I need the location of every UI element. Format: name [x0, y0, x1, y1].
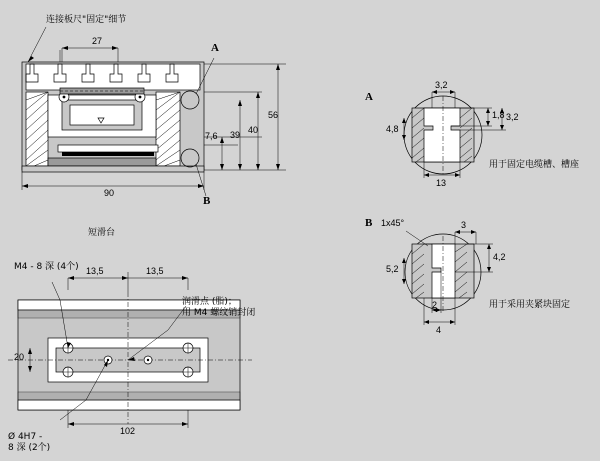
note-b: 用于采用夹紧块固定 [489, 300, 571, 310]
dim-a-13: 13 [436, 178, 447, 188]
profile-outline [22, 50, 214, 196]
dim-a-1-8: 1,8 [492, 110, 505, 120]
note-a: 用于固定电缆槽、槽座 [489, 160, 580, 170]
detail-b-geometry [402, 230, 493, 325]
dim-20: 20 [14, 352, 25, 362]
dim-90: 90 [104, 188, 115, 198]
hatch-left [26, 92, 48, 166]
dim-a-3-2-top: 3,2 [435, 80, 448, 90]
dim-27: 27 [92, 36, 103, 46]
thread-note: M4 - 8 深 (4个) [14, 262, 79, 272]
bottom-title: 短滑台 [88, 228, 116, 238]
dim-b-5-2: 5,2 [386, 264, 399, 274]
callout-b-main: B [203, 195, 211, 207]
dim-7-6: 7,6 [205, 131, 218, 141]
dim-13-5-right: 13,5 [146, 266, 164, 276]
title-top: 连接板尺"固定"细节 [46, 15, 127, 25]
dim-39: 39 [230, 130, 241, 140]
dim-b-2: 2 [432, 300, 438, 310]
dim-b-4-2: 4,2 [493, 252, 506, 262]
dim-102: 102 [120, 426, 136, 436]
bore-note-line2: 8 深 (2个) [8, 443, 51, 453]
detail-b-label: B [365, 217, 373, 229]
dim-56: 56 [268, 110, 279, 120]
lube-note-line2: 用 M4 螺纹销封闭 [182, 308, 256, 318]
dim-b-chamfer: 1x45° [381, 218, 405, 228]
dim-40: 40 [248, 125, 259, 135]
detail-a-label: A [365, 91, 373, 103]
bore-note-line1: Ø 4H7 - [8, 432, 43, 442]
hatch-right [156, 92, 180, 166]
lube-note-line1: 润滑点 (脂)； [182, 297, 237, 307]
dim-13-5-left: 13,5 [86, 266, 104, 276]
dim-b-4: 4 [436, 325, 442, 335]
bottom-plan-view [8, 272, 252, 428]
dim-a-3-2: 3,2 [506, 112, 519, 122]
dim-b-3: 3 [461, 220, 467, 230]
dim-a-4-8: 4,8 [386, 124, 399, 134]
callout-a-main: A [211, 42, 219, 54]
